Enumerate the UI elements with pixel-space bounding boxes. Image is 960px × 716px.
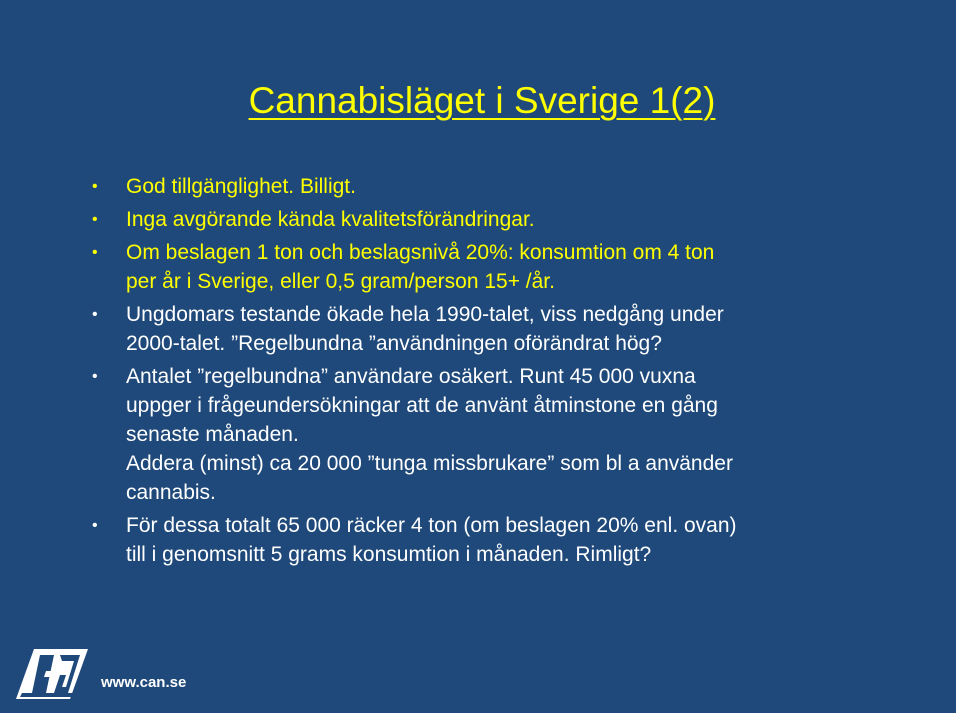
bullet-dot: •: [92, 211, 98, 228]
bullet-item: [92, 172, 912, 201]
bullet-dot: •: [92, 368, 98, 385]
bullet-item: [92, 238, 912, 296]
bullet-dot: •: [92, 517, 98, 534]
bullet-item: [92, 362, 912, 507]
bullet-item: [92, 300, 912, 358]
bullet-item: [92, 511, 912, 569]
bullet-dot: •: [92, 306, 98, 323]
footer-url: www.can.se: [101, 674, 187, 691]
can-logo-icon: [16, 647, 88, 701]
bullet-item: [92, 205, 912, 234]
slide-title: Cannabisläget i Sverige 1(2): [248, 80, 716, 121]
bullet-dot: •: [92, 178, 98, 195]
bullet-text: Inga avgörande kända kvalitetsförändringar.: [126, 208, 535, 231]
bullet-list: [92, 172, 912, 573]
bullet-text: God tillgänglighet. Billigt.: [126, 175, 356, 198]
bullet-text: Ungdomars testande ökade hela 1990-talet, viss nedgång under 2000-talet. ”Regelbundna ”användningen oförändrat hög?: [126, 303, 724, 355]
bullet-text: Antalet ”regelbundna” användare osäkert. Runt 45 000 vuxna uppger i frågeundersökningar att de använt åtminstone en gång senaste månaden. Addera (minst) ca 20 000 ”tunga missbrukare” som bl a använder cannabis.: [126, 365, 733, 504]
bullet-text: För dessa totalt 65 000 räcker 4 ton (om beslagen 20% enl. ovan) till i genomsnitt 5 grams konsumtion i månaden. Rimligt?: [126, 514, 737, 566]
bullet-dot: •: [92, 244, 98, 261]
bullet-text: Om beslagen 1 ton och beslagsnivå 20%: konsumtion om 4 ton per år i Sverige, eller 0,5 gram/person 15+ /år.: [126, 241, 715, 293]
